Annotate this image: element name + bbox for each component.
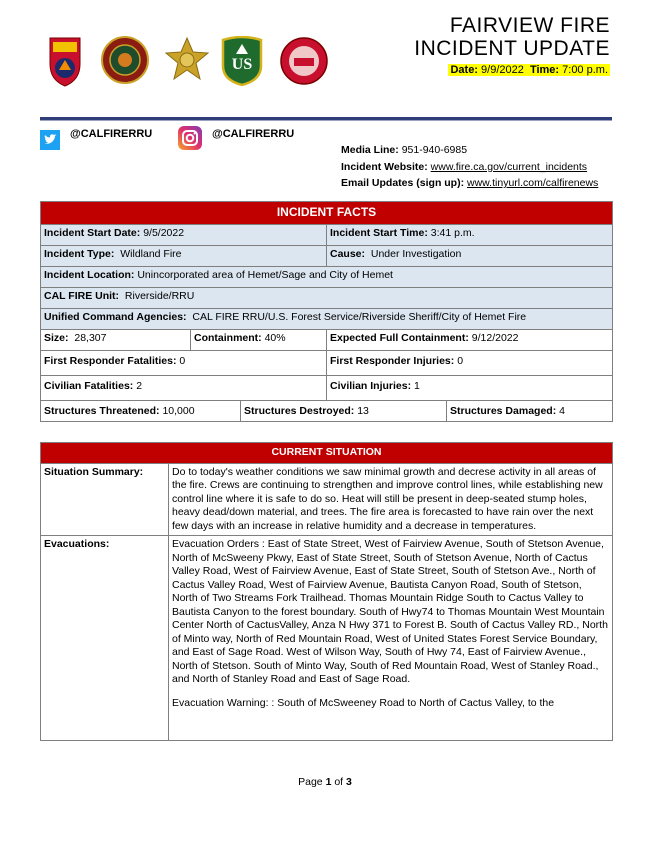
- instagram-icon: [178, 126, 202, 150]
- first-responder-fatalities-cell: First Responder Fatalities: 0: [41, 351, 327, 376]
- twitter-icon: [40, 130, 60, 150]
- contact-info: [341, 142, 598, 192]
- evacuation-orders: Evacuation Orders : East of State Street, West of Fairview Avenue, South of Stetson Avenue, North of McSweeny Pkwy, East of State Street, South of Stetson Avenue, North of Cactus Valley Road, West of Fairview Avenue, East of State Street, South of Stetson Ave., North of Cactus Valley Road, West of Fairview Avenue, Bautista Canyon Road, South of Stetson, North of Two Streams Fork Trailhead. Thomas Mountain Ridge South to Cactus Valley to Bautista Canyon to the forest boundary. South of Hwy74 to Thomas Mountain West Mountain Center North of CactusValley, Anza N Hwy 371 to Forest B. South of Cactus Valley RD., North of Minto way, North of Red Mountain Road, West of United States Forest Service Boundary, and East of Sage Road. West of Wilson Way, South of Hwy 74, East of Fairview Avenue., North of Stetson. South of Minto Way, South of Red Mountain Road, West of Stanley Road., and North of Stanley Road and East of Sage Road.: [172, 538, 608, 685]
- date-label: Date:: [450, 64, 478, 76]
- incident-website: Incident Website: www.fire.ca.gov/current_incidents: [341, 160, 588, 173]
- email-updates: Email Updates (sign up): www.tinyurl.com/calfirenews: [341, 177, 599, 189]
- incident-facts-table: [40, 201, 613, 422]
- structures-threatened-cell: Structures Threatened: 10,000: [41, 401, 241, 421]
- containment-cell: Containment: 40%: [191, 330, 327, 351]
- situation-summary-text: Do to today's weather conditions we saw minimal growth and decrese activity in all areas of the fire. Crews are continuing to strengthen and improve control lines, while establishing new control line where it is safe to do so. Heat will still be present in deep-seated stump holes, heavy dead/down material, and trees. The fire area is forecasted to have rain over the next few days with an increase in relative humidity and a decrease in temperatures.: [169, 463, 613, 536]
- twitter-handle: @CALFIRERRU: [70, 128, 153, 140]
- time-label: Time:: [529, 64, 560, 76]
- us-forest-service-shield: [221, 36, 263, 86]
- document-title-line-2: INCIDENT UPDATE: [414, 37, 610, 60]
- structures-destroyed-cell: Structures Destroyed: 13: [241, 401, 447, 421]
- time-value: 7:00 p.m.: [562, 64, 608, 76]
- situation-summary-label: Situation Summary:: [41, 463, 169, 536]
- size-cell: Size: 28,307: [41, 330, 191, 351]
- title-block: [414, 14, 610, 78]
- current-situation-table: [40, 442, 613, 741]
- start-date-cell: Incident Start Date: 9/5/2022: [41, 225, 327, 246]
- current-situation-header: CURRENT SITUATION: [41, 443, 613, 464]
- evacuations-label: Evacuations:: [41, 536, 169, 741]
- header-divider-shadow: [40, 120, 612, 121]
- evacuations-text: [169, 536, 613, 741]
- page-number: Page 1 of 3: [298, 776, 352, 788]
- first-responder-injuries-cell: First Responder Injuries: 0: [327, 351, 613, 376]
- start-time-cell: Incident Start Time: 3:41 p.m.: [327, 225, 613, 246]
- date-time-banner: [448, 64, 610, 76]
- evacuation-warning: Evacuation Warning: : South of McSweeney Road to North of Cactus Valley, to the: [172, 696, 555, 709]
- unified-command-cell: Unified Command Agencies: CAL FIRE RRU/U.S. Forest Service/Riverside Sheriff/City of Hemet Fire: [41, 309, 613, 330]
- expected-containment-cell: Expected Full Containment: 9/12/2022: [327, 330, 613, 351]
- riverside-county-fire-logo: [101, 36, 149, 84]
- incident-type-cell: Incident Type: Wildland Fire: [41, 246, 327, 267]
- instagram-handle: @CALFIRERRU: [212, 128, 295, 140]
- structures-damaged-cell: Structures Damaged: 4: [450, 405, 565, 417]
- sheriff-star-badge: [164, 36, 210, 84]
- incident-website-link[interactable]: www.fire.ca.gov/current_incidents: [430, 160, 588, 173]
- civilian-injuries-cell: Civilian Injuries: 1: [327, 376, 613, 401]
- agency-logos: [46, 36, 336, 86]
- email-updates-link[interactable]: www.tinyurl.com/calfirenews: [467, 177, 599, 189]
- media-line: Media Line: 951-940-6985: [341, 144, 468, 156]
- structures-row: [41, 401, 613, 422]
- date-value: 9/9/2022: [481, 64, 524, 76]
- document-title-line-1: FAIRVIEW FIRE: [449, 14, 610, 37]
- svg-text:US: US: [231, 56, 253, 73]
- incident-facts-header: INCIDENT FACTS: [41, 202, 613, 225]
- incident-location-cell: Incident Location: Unincorporated area of Hemet/Sage and City of Hemet: [41, 267, 613, 288]
- cause-cell: Cause: Under Investigation: [327, 246, 613, 267]
- cal-fire-unit-cell: CAL FIRE Unit: Riverside/RRU: [41, 288, 613, 309]
- civilian-fatalities-cell: Civilian Fatalities: 2: [41, 376, 327, 401]
- cal-fire-riverside-logo: [46, 36, 84, 88]
- city-of-hemet-fire-logo: [278, 36, 330, 86]
